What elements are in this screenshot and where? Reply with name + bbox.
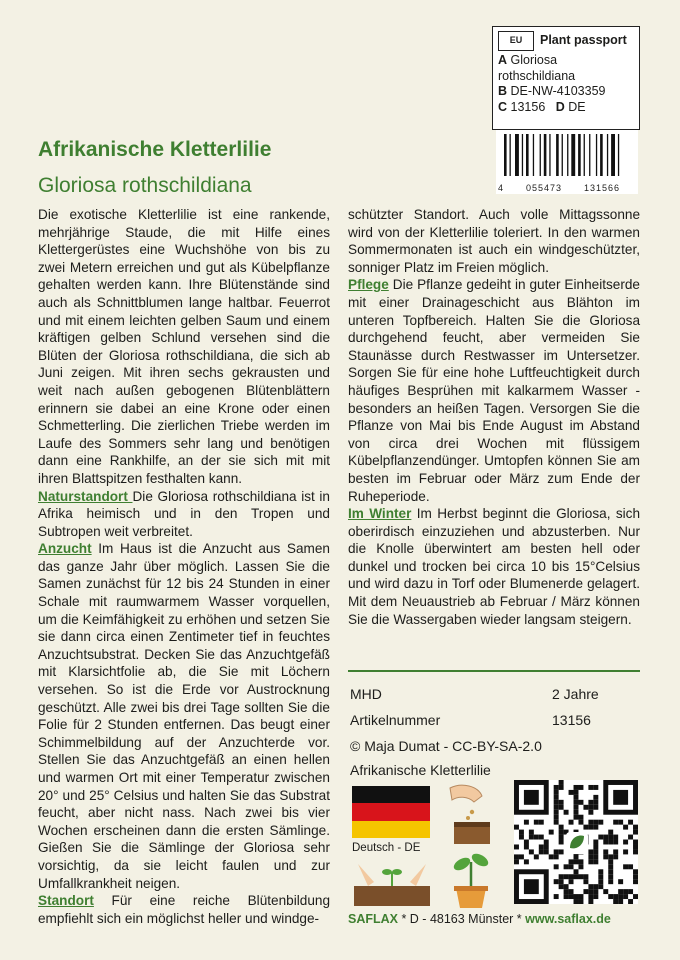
qr-module	[578, 874, 583, 879]
qr-module	[618, 899, 623, 904]
copyright: © Maja Dumat - CC-BY-SA-2.0	[350, 738, 542, 754]
qr-module	[574, 899, 579, 904]
barcode-bar	[600, 134, 603, 176]
language-label: Deutsch - DE	[352, 842, 421, 854]
qr-module	[593, 859, 598, 864]
qr-module	[559, 780, 564, 785]
qr-module	[544, 840, 549, 845]
barcode-digit-1: 4	[498, 183, 505, 193]
qr-module	[583, 825, 588, 830]
qr-module	[613, 894, 618, 899]
qr-module	[559, 879, 564, 884]
barcode-bar	[544, 134, 547, 176]
qr-module	[623, 894, 628, 899]
barcode-bar	[540, 134, 541, 176]
qr-module	[593, 820, 598, 825]
intro-paragraph: Die exotische Kletterlilie ist eine rankende, mehrjährige Staude, die mit Hilfe eines Klettergerüstes eine Wuchshöhe von bis zu zwei Metern erreichen und gut als Kübelpflanze gehalten werden kann. Ihre Blütenstände sind auch als Schnittblumen lange haltbar. Feuerrot und mit einem leichten gelben Saum und einem kräftigen gelben Schlund versehen sind die Blüten der Gloriosa rothschildiana, die sich ab Juni zeigen. Mit ihren sechs gekrausten und weit nach außen gebogenen Blütenblättern erinnern sie dabei an eine Krone oder einen Schmetterling. Die zierlichen Triebe werden im Laufe des Sommers sehr lang und benötigen dann eine Rankhilfe, an der sie sich mit mit ihren Blattspitzen festhalten kann.	[38, 207, 330, 486]
qr-module	[574, 810, 579, 815]
qr-module	[628, 889, 633, 894]
qr-module	[529, 830, 534, 835]
qr-module	[603, 849, 608, 854]
qr-module	[613, 899, 618, 904]
qr-module	[583, 879, 588, 884]
qr-module	[554, 810, 559, 815]
qr-module	[564, 889, 569, 894]
qr-module	[593, 844, 598, 849]
qr-module	[588, 810, 593, 815]
qr-module	[554, 849, 559, 854]
qr-module	[588, 825, 593, 830]
qr-module	[524, 820, 529, 825]
barcode-bar	[596, 134, 597, 176]
standort-continued	[348, 206, 640, 276]
qr-module	[574, 795, 579, 800]
barcode-bar	[618, 134, 619, 176]
qr-module	[588, 785, 593, 790]
qr-module	[633, 825, 638, 830]
qr-module	[608, 854, 613, 859]
qr-module	[618, 820, 623, 825]
qr-module	[608, 874, 613, 879]
qr-module	[529, 849, 534, 854]
qr-module	[559, 800, 564, 805]
qr-module	[593, 854, 598, 859]
passport-row-cd: C 13156 D DE	[498, 99, 586, 114]
barcode	[496, 130, 638, 194]
qr-module	[593, 889, 598, 894]
qr-module	[539, 849, 544, 854]
qr-module	[598, 879, 603, 884]
qr-module	[633, 874, 638, 879]
qr-module	[623, 864, 628, 869]
qr-module	[574, 874, 579, 879]
qr-module	[569, 874, 574, 879]
qr-module	[514, 854, 519, 859]
qr-module	[574, 869, 579, 874]
planting-hands-icon	[352, 856, 432, 908]
footer	[348, 912, 611, 926]
qr-module	[539, 835, 544, 840]
qr-module	[574, 894, 579, 899]
barcode-bar	[549, 134, 550, 176]
qr-module	[608, 869, 613, 874]
qr-module	[569, 859, 574, 864]
qr-module	[628, 820, 633, 825]
qr-module	[598, 874, 603, 879]
divider	[348, 670, 640, 672]
barcode-bar	[562, 134, 563, 176]
barcode-digits-2: 055473	[526, 183, 563, 193]
qr-module	[578, 785, 583, 790]
qr-module	[608, 835, 613, 840]
qr-module	[559, 835, 564, 840]
qr-module	[598, 820, 603, 825]
qr-module	[539, 844, 544, 849]
qr-module	[564, 894, 569, 899]
qr-module	[519, 854, 524, 859]
barcode-bar	[533, 134, 534, 176]
qr-module	[598, 835, 603, 840]
qr-module	[554, 785, 559, 790]
barcode-bar	[571, 134, 575, 176]
qr-module	[603, 835, 608, 840]
qr-module	[574, 859, 579, 864]
qr-module	[554, 894, 559, 899]
qr-module	[618, 889, 623, 894]
qr-module	[628, 899, 633, 904]
qr-module	[613, 820, 618, 825]
qr-module	[588, 889, 593, 894]
qr-module	[593, 849, 598, 854]
qr-module	[564, 810, 569, 815]
text-column-left	[38, 206, 330, 927]
qr-module	[613, 835, 618, 840]
qr-module	[554, 800, 559, 805]
qr-module	[574, 790, 579, 795]
qr-module	[564, 884, 569, 889]
qr-module	[598, 869, 603, 874]
qr-module	[514, 825, 519, 830]
qr-module	[554, 854, 559, 859]
barcode-bar	[504, 134, 507, 176]
barcode-bar	[584, 134, 585, 176]
qr-module	[514, 844, 519, 849]
qr-module	[534, 854, 539, 859]
qr-module	[583, 889, 588, 894]
qr-module	[608, 864, 613, 869]
qr-module	[583, 874, 588, 879]
qr-module	[608, 840, 613, 845]
qr-module	[588, 859, 593, 864]
naturstandort-section: Naturstandort Die Gloriosa rothschildiana ist in Afrika heimisch und in den Tropen und Subtropen weit verbreitet.	[38, 488, 330, 539]
qr-module	[633, 844, 638, 849]
barcode-bar	[611, 134, 615, 176]
barcode-bar	[526, 134, 529, 176]
qr-module	[628, 864, 633, 869]
qr-module	[588, 884, 593, 889]
qr-module	[569, 864, 574, 869]
seed-sowing-icon	[442, 782, 500, 846]
qr-module	[559, 785, 564, 790]
qr-module	[524, 859, 529, 864]
qr-module	[559, 884, 564, 889]
qr-module	[569, 820, 574, 825]
qr-module	[519, 830, 524, 835]
qr-module	[569, 889, 574, 894]
qr-module	[598, 884, 603, 889]
qr-module	[564, 864, 569, 869]
qr-module	[524, 844, 529, 849]
qr-module	[633, 840, 638, 845]
qr-module	[633, 869, 638, 874]
mhd-value: 2 Jahre	[552, 686, 599, 702]
qr-module	[559, 830, 564, 835]
qr-module	[593, 785, 598, 790]
qr-module	[593, 840, 598, 845]
qr-module	[588, 800, 593, 805]
qr-module	[603, 840, 608, 845]
plant-passport	[492, 26, 640, 130]
qr-module	[559, 805, 564, 810]
qr-module	[549, 830, 554, 835]
qr-module	[574, 805, 579, 810]
qr-module	[554, 820, 559, 825]
barcode-bar	[522, 134, 523, 176]
qr-module	[593, 795, 598, 800]
qr-module	[588, 805, 593, 810]
qr-module	[633, 830, 638, 835]
qr-module	[633, 894, 638, 899]
qr-module	[593, 825, 598, 830]
qr-module	[588, 894, 593, 899]
winter-section: Im Winter Im Herbst beginnt die Gloriosa, sich oberirdisch einzuziehen und abzusterben. Nur die Knolle überwintert am besten hell oder dunkel und trocken bei circa 10 bis 15°Celsius und wird dazu in Torf oder Blumenerde gelagert. Mit dem Neuaustrieb ab Februar / März können Sie die Wassergaben wieder langsam steigern.	[348, 506, 641, 627]
text-column-right	[348, 206, 640, 628]
qr-module	[554, 815, 559, 820]
qr-module	[593, 894, 598, 899]
qr-module	[544, 849, 549, 854]
website-link[interactable]: www.saflax.de	[525, 912, 611, 926]
article-number-value: 13156	[552, 712, 591, 728]
standort-text-part-1: Für eine reiche Blütenbildung empfiehlt sich ein möglichst heller und windge-	[38, 893, 330, 926]
qr-module	[608, 830, 613, 835]
qr-module	[588, 854, 593, 859]
qr-module	[593, 800, 598, 805]
qr-module	[578, 859, 583, 864]
qr-module	[583, 805, 588, 810]
qr-module	[534, 835, 539, 840]
qr-module	[554, 805, 559, 810]
barcode-bar	[607, 134, 608, 176]
qr-module	[618, 894, 623, 899]
german-flag-icon	[352, 786, 430, 838]
qr-module	[608, 879, 613, 884]
qr-finder-pattern	[524, 879, 539, 894]
qr-module	[618, 879, 623, 884]
passport-row-a2: rothschildiana	[498, 68, 576, 83]
qr-finder-pattern	[613, 790, 628, 805]
qr-module	[608, 859, 613, 864]
qr-module	[633, 849, 638, 854]
qr-module	[554, 879, 559, 884]
qr-module	[574, 815, 579, 820]
qr-module	[578, 894, 583, 899]
address: * D - 48163 Münster *	[398, 912, 526, 926]
qr-module	[559, 849, 564, 854]
qr-module	[574, 785, 579, 790]
qr-module	[569, 894, 574, 899]
article-number-label: Artikelnummer	[350, 712, 441, 728]
qr-module	[623, 849, 628, 854]
qr-module	[593, 805, 598, 810]
qr-module	[559, 825, 564, 830]
qr-module	[623, 840, 628, 845]
qr-module	[549, 854, 554, 859]
standort-text-part-2: schützter Standort. Auch volle Mittagssonne wird von der Kletterlilie toleriert. In den warmen Sommermonaten ist auch ein windgeschützter, sonniger Platz im Freien möglich.	[348, 207, 640, 275]
passport-row-a: A Gloriosa	[498, 53, 558, 67]
qr-module	[554, 864, 559, 869]
passport-title: Plant passport	[540, 33, 627, 48]
qr-module	[613, 854, 618, 859]
qr-code-icon[interactable]	[514, 780, 638, 904]
qr-module	[519, 835, 524, 840]
mhd-label: MHD	[350, 686, 382, 702]
pflege-section: Pflege Die Pflanze gedeiht in guter Einheitserde mit einer Drainageschicht aus Blähton im unteren Topfbereich. Halten Sie die Gloriosa durchgehend feucht, aber vermeiden Sie Staunässe durch Restwasser im Untersetzer. Sorgen Sie für eine hohe Luftfeuchtigkeit durch häufiges Besprühen mit kalkarmem Wasser - besonders an heißen Tagen. Versorgen Sie die Pflanze von Mai bis Ende August im Abstand von circa drei Wochen mit flüssigem Kübelpflanzendünger. Umtopfen können Sie am besten im Februar oder März zum Ende der Ruheperiode.	[348, 277, 640, 504]
qr-module	[623, 889, 628, 894]
qr-module	[578, 899, 583, 904]
barcode-bar	[578, 134, 581, 176]
qr-module	[554, 790, 559, 795]
qr-module	[529, 835, 534, 840]
qr-module	[574, 854, 579, 859]
qr-module	[534, 820, 539, 825]
eu-flag-icon: EU	[498, 31, 534, 51]
page-title: Afrikanische Kletterlilie	[38, 138, 272, 161]
barcode-bar	[515, 134, 519, 176]
qr-module	[578, 800, 583, 805]
barcode-bars	[496, 130, 638, 182]
barcode-bar	[589, 134, 590, 176]
barcode-bar	[510, 134, 511, 176]
qr-module	[559, 874, 564, 879]
qr-module	[524, 840, 529, 845]
qr-module	[623, 825, 628, 830]
qr-module	[613, 849, 618, 854]
barcode-digits-3: 131566	[584, 183, 621, 193]
qr-module	[628, 835, 633, 840]
qr-module	[554, 795, 559, 800]
qr-module	[574, 800, 579, 805]
qr-module	[544, 844, 549, 849]
qr-module	[539, 820, 544, 825]
qr-module	[569, 879, 574, 884]
anzucht-section: Anzucht Im Haus ist die Anzucht aus Samen das ganze Jahr über möglich. Lassen Sie die Samen zunächst für 12 bis 24 Stunden in einer Schale mit raumwarmem Wasser vorquellen, um die Keimfähigkeit zu erhöhen und setzen Sie sie dann circa einen Zentimeter tief in feuchtes Anzuchtsubstrat. Decken Sie das Anzuchtgefäß mit Klarsichtfolie ab, die Sie mit Löchern versehen. So ist die Erde vor Austrocknung geschützt. Alle zwei bis drei Tage sollten Sie die Folie für 2 Stunden entfernen. Das beugt einer Schimmelbildung auf der Anzuchterde vor. Stellen Sie das Anzuchtgefäß an einen hellen und warmen Ort mit einer Temperatur zwischen 20° und 25° Celsius und halten Sie das Substrat feucht, aber nicht nass. Nach zwei bis vier Wochen erscheinen dann die ersten Sämlinge. Gießen Sie die Sämlinge der Gloriosa sehr vorsichtig, da sie leicht faulen und zur Umfallkrankheit neigen.	[38, 541, 330, 891]
passport-row-b: B DE-NW-4103359	[498, 84, 606, 98]
barcode-bar	[567, 134, 568, 176]
qr-module	[603, 889, 608, 894]
page-subtitle: Gloriosa rothschildiana	[38, 174, 252, 197]
standort-section: Standort Für eine reiche Blütenbildung empfiehlt sich ein möglichst heller und windge-	[38, 893, 330, 926]
qr-module	[514, 859, 519, 864]
qr-module	[613, 840, 618, 845]
product-name: Afrikanische Kletterlilie	[350, 762, 491, 778]
qr-module	[578, 864, 583, 869]
qr-module	[588, 899, 593, 904]
qr-module	[578, 815, 583, 820]
qr-finder-pattern	[524, 790, 539, 805]
qr-module	[593, 884, 598, 889]
qr-module	[564, 874, 569, 879]
barcode-bar	[556, 134, 559, 176]
qr-module	[569, 790, 574, 795]
qr-module	[603, 854, 608, 859]
qr-module	[633, 879, 638, 884]
brand-name: SAFLAX	[348, 912, 398, 926]
qr-module	[588, 820, 593, 825]
qr-module	[608, 894, 613, 899]
qr-module	[559, 840, 564, 845]
seedling-icon	[442, 848, 500, 910]
qr-module	[578, 820, 583, 825]
qr-module	[588, 849, 593, 854]
